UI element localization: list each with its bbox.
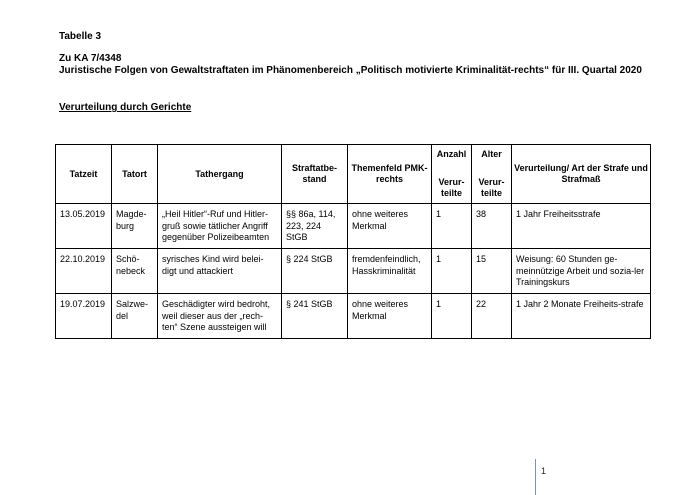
cell-verurteilung: 1 Jahr Freiheitsstrafe	[512, 204, 651, 249]
cell-tatzeit: 22.10.2019	[56, 249, 112, 294]
header-tathergang: Tathergang	[158, 145, 282, 204]
table-row	[56, 249, 651, 294]
cell-tatort: Magde-burg	[112, 204, 158, 249]
cell-tatort: Salzwe-del	[112, 294, 158, 339]
header-straftatbestand: Straftatbe-stand	[282, 145, 348, 204]
header-verurteilung: Verurteilung/ Art der Strafe und Strafmaß	[512, 145, 651, 204]
cell-straftatbestand: §§ 86a, 114, 223, 224 StGB	[282, 204, 348, 249]
cell-anzahl: 1	[432, 294, 472, 339]
cell-verurteilung: Weisung: 60 Stunden ge-meinnützige Arbeit und sozia-ler Trainingskurs	[512, 249, 651, 294]
header-tatort: Tatort	[112, 145, 158, 204]
header-anzahl	[432, 145, 472, 204]
cell-themenfeld: ohne weiteres Merkmal	[348, 294, 432, 339]
header-anzahl-bottom: Verur-teilte	[438, 177, 465, 198]
document-title: Juristische Folgen von Gewaltstraftaten im Phänomenbereich „Politisch motivierte Kriminalität-rechts“ für III. Quartal 2020	[59, 65, 642, 76]
cell-tathergang: Geschädigter wird bedroht, weil dieser aus der „rech-ten“ Szene aussteigen will	[158, 294, 282, 339]
header-themenfeld: Themenfeld PMK- rechts	[348, 145, 432, 204]
header-alter	[472, 145, 512, 204]
reference: Zu KA 7/4348	[59, 53, 122, 64]
header-tatzeit: Tatzeit	[56, 145, 112, 204]
cell-tathergang: syrisches Kind wird belei-digt und attackiert	[158, 249, 282, 294]
header-anzahl-top: Anzahl	[436, 149, 467, 159]
cell-tathergang: „Heil Hitler“-Ruf und Hitler-gruß sowie tätlicher Angriff gegenüber Polizeibeamten	[158, 204, 282, 249]
table-number: Tabelle 3	[59, 31, 102, 42]
cell-tatzeit: 13.05.2019	[56, 204, 112, 249]
table-row	[56, 204, 651, 249]
verdicts-table	[55, 144, 651, 339]
cell-alter: 22	[472, 294, 512, 339]
section-heading: Verurteilung durch Gerichte	[59, 102, 192, 113]
page-number-divider	[535, 459, 536, 495]
cell-anzahl: 1	[432, 249, 472, 294]
cell-themenfeld: fremdenfeindlich, Hasskriminalität	[348, 249, 432, 294]
table-row	[56, 294, 651, 339]
cell-straftatbestand: § 224 StGB	[282, 249, 348, 294]
cell-themenfeld: ohne weiteres Merkmal	[348, 204, 432, 249]
cell-verurteilung: 1 Jahr 2 Monate Freiheits-strafe	[512, 294, 651, 339]
cell-anzahl: 1	[432, 204, 472, 249]
cell-tatort: Schö-nebeck	[112, 249, 158, 294]
cell-alter: 15	[472, 249, 512, 294]
header-alter-bottom: Verur-teilte	[478, 177, 505, 198]
page-number: 1	[541, 466, 547, 476]
cell-straftatbestand: § 241 StGB	[282, 294, 348, 339]
header-alter-top: Alter	[481, 149, 502, 159]
cell-tatzeit: 19.07.2019	[56, 294, 112, 339]
table-header-row	[56, 145, 651, 204]
cell-alter: 38	[472, 204, 512, 249]
